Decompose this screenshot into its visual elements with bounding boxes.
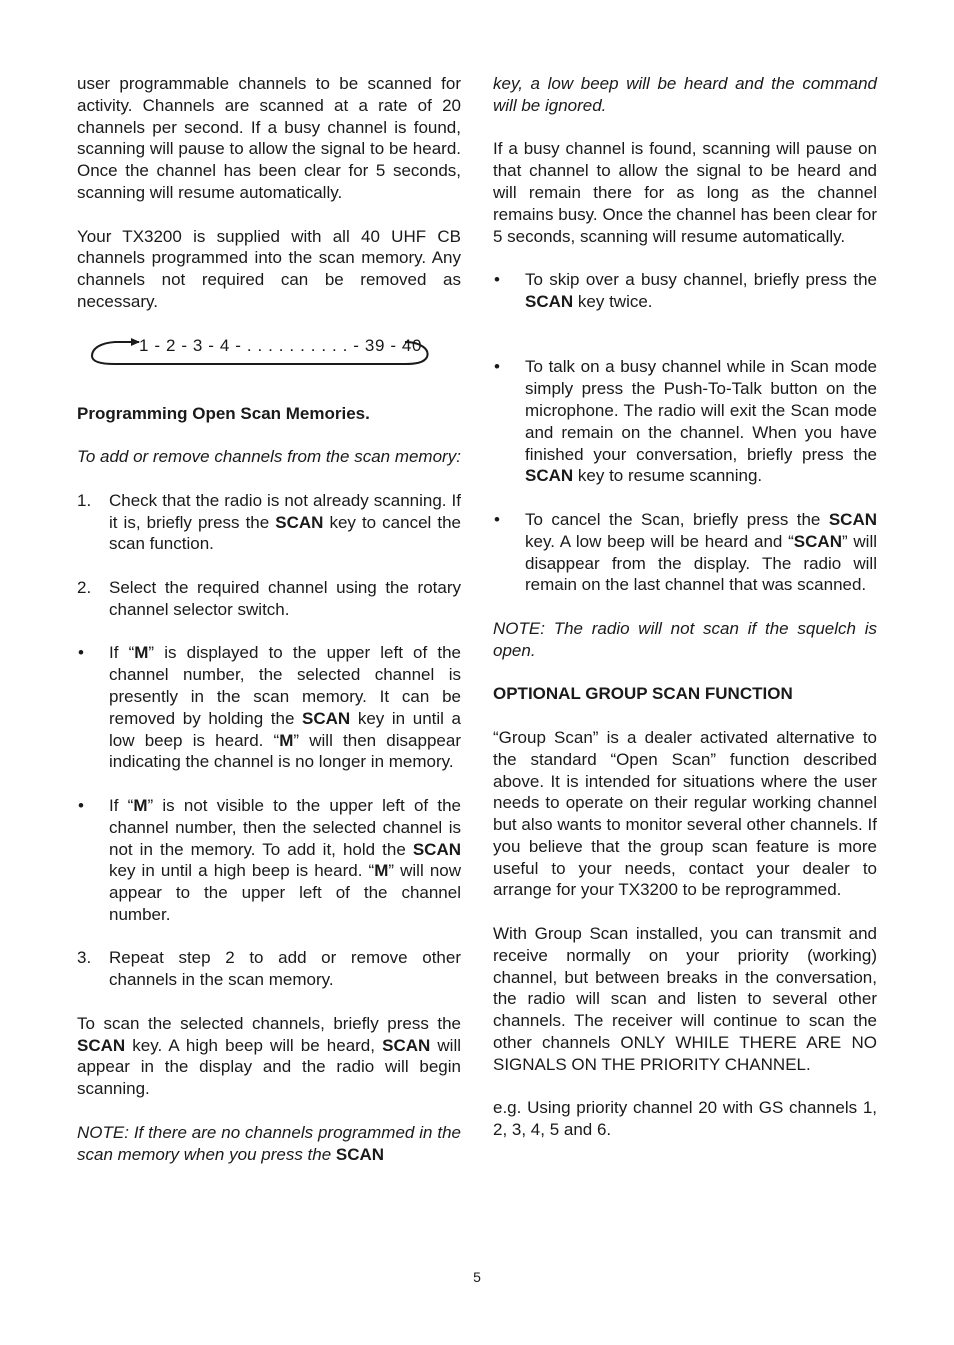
numbered-step: 1. Check that the radio is not already scanning. If it is, briefly press the SCAN key to cancel the scan function. — [77, 490, 461, 554]
scan-key-label: SCAN — [302, 708, 351, 728]
bullet-icon: • — [494, 509, 500, 529]
paragraph: To scan the selected channels, briefly press the SCAN key. A high beep will be heard, SCAN will appear in the display and the radio will begin scanning. — [77, 1013, 461, 1099]
left-column — [77, 73, 461, 1187]
right-column — [493, 73, 877, 1163]
note-text: NOTE: If there are no channels programmed in the scan memory when you press the SCAN — [77, 1122, 461, 1164]
scan-loop-diagram — [77, 335, 461, 387]
step-number: 1. — [77, 490, 92, 510]
bullet-icon: • — [78, 795, 84, 815]
paragraph: user programmable channels to be scanned for activity. Channels are scanned at a rate of 20 channels per second. If a busy channel is found, scanning will pause to allow the signal to be heard. Once the channel has been clear for 5 seconds, scanning will resume automatically. — [77, 74, 461, 202]
spacer — [493, 335, 877, 357]
bullet-icon: • — [494, 357, 500, 377]
note-text: NOTE: The radio will not scan if the squelch is open. — [493, 618, 877, 660]
intro-text: To add or remove channels from the scan memory: — [77, 447, 461, 467]
paragraph: With Group Scan installed, you can transmit and receive normally on your priority (working) channel, but between breaks in the conversation, the radio will scan and listen to several other channels. The receiver will continue to scan the other channels ONLY WHILE THERE ARE NO SIGNALS ON THE PRIORITY CHANNEL. — [493, 924, 877, 1074]
paragraph: Your TX3200 is supplied with all 40 UHF CB channels programmed into the scan memory. Any channels not required can be removed as necessary. — [77, 226, 461, 311]
bullet-icon: • — [78, 643, 84, 663]
scan-key-label: SCAN — [525, 466, 574, 486]
bullet-item: • To cancel the Scan, briefly press the SCAN key. A low beep will be heard and “SCAN” will disappear from the display. The radio will remain on the last channel that was scanned. — [494, 509, 877, 595]
memory-indicator-label: M — [133, 795, 148, 815]
numbered-step: 2. Select the required channel using the rotary channel selector switch. — [77, 577, 461, 619]
scan-key-label: SCAN — [275, 512, 324, 532]
scan-display-label: SCAN — [382, 1035, 431, 1055]
section-heading: OPTIONAL GROUP SCAN FUNCTION — [493, 684, 793, 704]
numbered-step: 3. Repeat step 2 to add or remove other channels in the scan memory. — [77, 948, 461, 990]
step-number: 3. — [77, 948, 92, 968]
note-continuation: key, a low beep will be heard and the command will be ignored. — [493, 74, 877, 115]
memory-indicator-label: M — [279, 730, 294, 750]
bullet-item: • If “M” is displayed to the upper left of the channel number, the selected channel is presently in the scan memory. It can be removed by holding the SCAN key in until a low beep is heard. “M” will then disappear indicating the channel is no longer in memory. — [78, 643, 461, 772]
bullet-item: • To skip over a busy channel, briefly press the SCAN key twice. — [494, 270, 877, 311]
memory-indicator-label: M — [134, 643, 149, 663]
scan-key-label: SCAN — [77, 1035, 126, 1055]
scan-key-label: SCAN — [525, 291, 574, 311]
page-number: 5 — [473, 1269, 481, 1285]
scan-display-label: SCAN — [793, 531, 842, 551]
step-number: 2. — [77, 577, 92, 597]
scan-key-label: SCAN — [828, 509, 877, 529]
paragraph: If a busy channel is found, scanning will pause on that channel to allow the signal to be heard and will remain there for as long as the channel remains busy. Once the channel has been clear for 5 seconds, scanning will resume automatically. — [493, 139, 877, 246]
scan-key-label: SCAN — [335, 1144, 385, 1164]
bullet-item: • To talk on a busy channel while in Scan mode simply press the Push-To-Talk button on the microphone. The radio will exit the Scan mode and remain on the channel. When you have finished your conversation, briefly press the SCAN key to resume scanning. — [494, 357, 877, 486]
paragraph: e.g. Using priority channel 20 with GS channels 1, 2, 3, 4, 5 and 6. — [493, 1098, 877, 1140]
paragraph: “Group Scan” is a dealer activated alternative to the standard “Open Scan” function described above. It is intended for situations where the user needs to operate on their regular working channel but also wants to monitor several other channels. If you believe that the group scan feature is more useful to your needs, contact your dealer to arrange for your TX3200 to be reprogrammed. — [493, 727, 877, 900]
memory-indicator-label: M — [374, 861, 389, 881]
section-heading: Programming Open Scan Memories. — [77, 403, 370, 423]
bullet-icon: • — [494, 270, 500, 290]
scan-key-label: SCAN — [412, 839, 461, 859]
bullet-item: • If “M” is not visible to the upper left of the channel number, then the selected channel is not in the memory. To add it, hold the SCAN key in until a high beep is heard. “M” will now appear to the upper left of the channel number. — [78, 795, 462, 924]
channel-sequence: 1 - 2 - 3 - 4 - . . . . . . . . . . - 39 - 40 — [139, 335, 423, 355]
